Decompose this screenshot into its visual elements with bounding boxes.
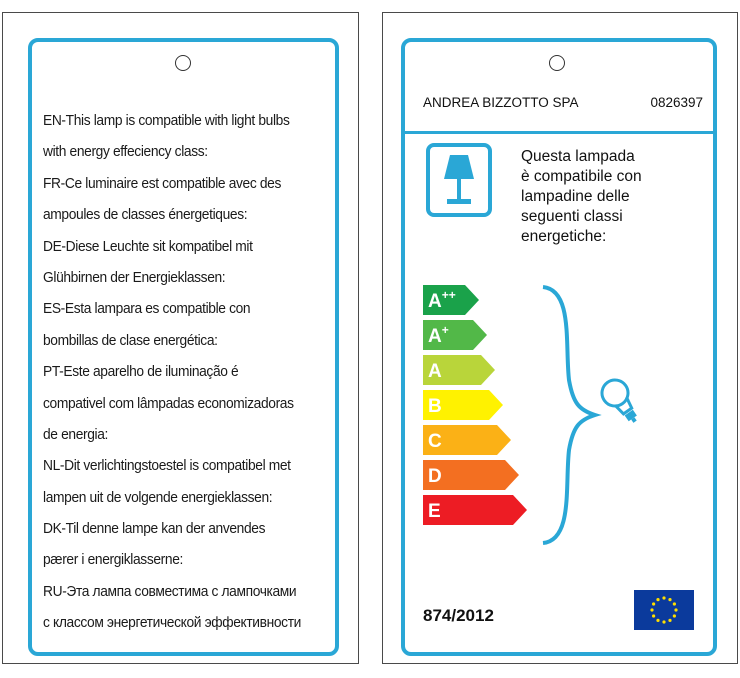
text-line: с классом энергетической эффективности (43, 614, 301, 632)
text-line: FR-Ce luminaire est compatible avec des (43, 174, 281, 192)
text-line: ampoules de classes énergetiques: (43, 206, 248, 224)
energy-class-label: A+ (428, 323, 449, 347)
energy-label-card (382, 12, 738, 664)
text-line: pærer i energiklasserne: (43, 551, 183, 569)
text-line: DK-Til denne lampe kan der anvendes (43, 520, 266, 538)
text-line: bombillas de clase energética: (43, 331, 218, 349)
eu-star (650, 608, 653, 611)
energy-class-d (423, 460, 519, 490)
eu-flag-icon (634, 590, 694, 630)
energy-class-label: E (428, 501, 441, 522)
text-line: NL-Dit verlichtingstoestel is compatibel met (43, 457, 291, 475)
eu-star (673, 614, 676, 617)
text-line: RU-Эта лампа совместима с лампочками (43, 582, 297, 600)
text-line: EN-This lamp is compatible with light bulbs (43, 112, 290, 129)
description-line: lampadine delle (521, 188, 630, 205)
text-line: de energia: (43, 425, 109, 443)
divider (403, 131, 715, 134)
product-code: 0826397 (650, 95, 703, 110)
text-line: with energy effeciency class: (43, 143, 208, 161)
energy-class-b (423, 390, 503, 420)
hanging-hole (175, 55, 191, 71)
eu-star (652, 602, 655, 605)
description-line: seguenti classi (521, 208, 623, 225)
regulation-number: 874/2012 (423, 606, 494, 625)
text-line: lampen uit de volgende energieklassen: (43, 488, 273, 506)
eu-star (662, 620, 665, 623)
eu-star (656, 598, 659, 601)
eu-star (662, 596, 665, 599)
energy-class-label: A++ (428, 288, 456, 312)
text-line: Glühbirnen der Energieklassen: (43, 268, 226, 286)
eu-star (652, 614, 655, 617)
eu-star (668, 598, 671, 601)
eu-star (674, 608, 677, 611)
energy-class-a-plus (423, 320, 487, 350)
description-line: Questa lampada (521, 148, 635, 165)
multilingual-label-card (2, 12, 359, 664)
curly-brace-icon (543, 287, 595, 543)
energy-class-c (423, 425, 511, 455)
text-line: PT-Este aparelho de iluminação é (43, 363, 239, 381)
light-bulb-icon (597, 375, 646, 429)
compatibility-description (521, 147, 642, 247)
description-line: è compatibile con (521, 168, 642, 185)
energy-class-a-plus-plus (423, 285, 479, 315)
brand-name: ANDREA BIZZOTTO SPA (423, 95, 579, 110)
energy-class-label: C (428, 431, 442, 452)
energy-class-scale (423, 285, 683, 555)
text-line: ES-Esta lampara es compatible con (43, 300, 251, 318)
text-line: compativel com lâmpadas economizadoras (43, 394, 294, 412)
hanging-hole (549, 55, 565, 71)
energy-class-label: D (428, 466, 442, 487)
energy-class-a (423, 355, 495, 385)
text-line: DE-Diese Leuchte sit kompatibel mit (43, 237, 253, 255)
eu-star (673, 602, 676, 605)
table-lamp-icon (426, 143, 492, 217)
energy-class-label: B (428, 396, 442, 417)
description-line: energetiche: (521, 228, 607, 245)
compatibility-text (43, 105, 333, 639)
energy-class-e (423, 495, 527, 525)
eu-star (656, 619, 659, 622)
energy-class-label: A (428, 361, 442, 382)
eu-star (668, 619, 671, 622)
